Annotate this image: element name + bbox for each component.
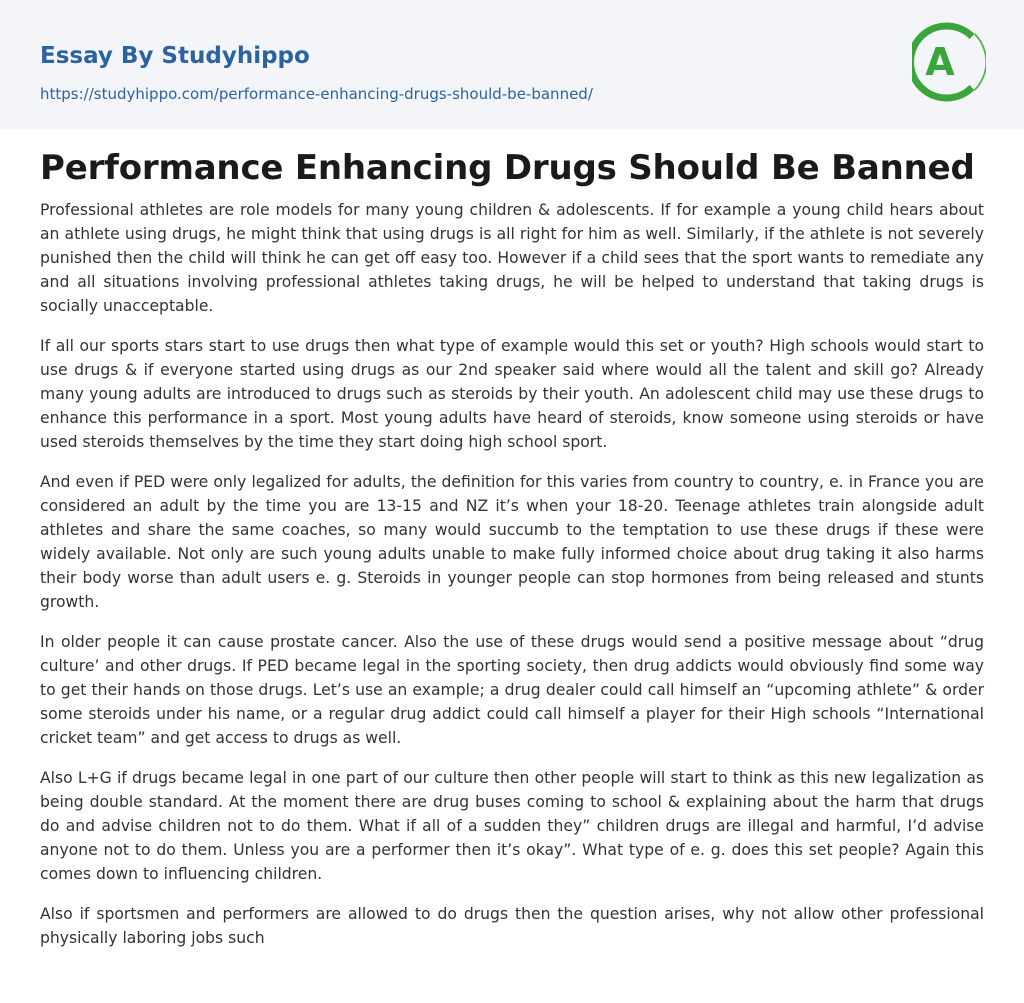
essay-content bbox=[40, 140, 984, 966]
essay-title: Performance Enhancing Drugs Should Be Banned bbox=[40, 148, 975, 188]
essay-paragraph-2: If all our sports stars start to use drugs then what type of example would this set or youth? High schools would start to use drugs & if everyone started using drugs as our 2nd speaker said where would all the talent and skill go? Already many young adults are introduced to drugs such as steroids by their youth. An adolescent child may use these drugs to enhance this performance in a sport. Most young adults have heard of steroids, know someone using steroids or have used steroids themselves by the time they start doing high school sport. bbox=[40, 337, 984, 451]
essay-paragraph-4: In older people it can cause prostate cancer. Also the use of these drugs would send a positive message about “drug culture’ and other drugs. If PED became legal in the sporting society, then drug addicts would obviously find some way to get their hands on those drugs. Let’s use an example; a drug dealer could call himself an “upcoming athlete” & order some steroids under his name, or a regular drug addict could call himself a player for their High schools “International cricket team” and get access to drugs as well. bbox=[40, 633, 984, 747]
essay-url-link[interactable]: https://studyhippo.com/performance-enhancing-drugs-should-be-banned/ bbox=[40, 85, 593, 103]
essay-paragraph-1: Professional athletes are role models for many young children & adolescents. If for example a young child hears about an athlete using drugs, he might think that using drugs is all right for him as well. Similarly, if the athlete is not severely punished then the child will think he can get off easy too. However if a child sees that the sport wants to remediate any and all situations involving professional athletes taking drugs, he will be helped to understand that taking drugs is socially unacceptable. bbox=[40, 201, 984, 315]
page-header bbox=[0, 0, 1024, 129]
essay-paragraph-6: Also if sportsmen and performers are allowed to do drugs then the question arises, why not allow other professional physically laboring jobs such bbox=[40, 905, 984, 947]
site-name: Essay By Studyhippo bbox=[40, 43, 310, 69]
essay-paragraph-3: And even if PED were only legalized for adults, the definition for this varies from country to country, e. in France you are considered an adult by the time you are 13-15 and NZ it’s when your 18-20. Teenage athletes train alongside adult athletes and share the same coaches, so many would succumb to the temptation to use these drugs if these were widely available. Not only are such young adults unable to make fully informed choice about drug taking it also harms their body worse than adult users e. g. Steroids in younger people can stop hormones from being released and stunts growth. bbox=[40, 473, 984, 611]
essay-paragraph-5: Also L+G if drugs became legal in one part of our culture then other people will start to think as this new legalization as being double standard. At the moment there are drug buses coming to school & explaining about the harm that drugs do and advise children not to do them. What if all of a sudden they” children drugs are illegal and harmful, I’d advise anyone not to do them. Unless you are a performer then it’s okay”. What type of e. g. does this set people? Again this comes down to influencing children. bbox=[40, 769, 984, 883]
logo-letter: A bbox=[925, 40, 955, 84]
studyhippo-logo-icon[interactable] bbox=[912, 19, 986, 105]
